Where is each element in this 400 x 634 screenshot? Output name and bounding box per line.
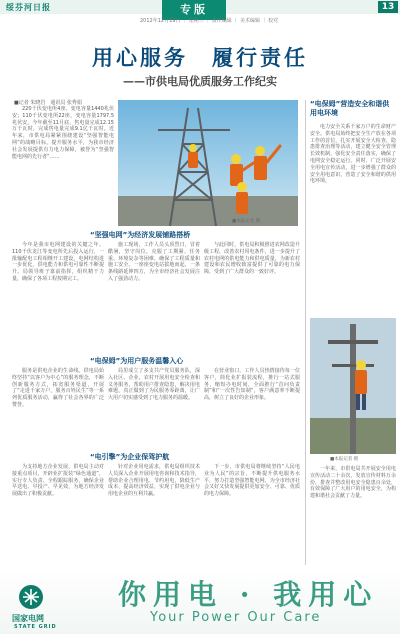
workers-on-pylon-image [118,100,298,226]
section1-col1: 今年是我市电网建设的关键之年。110千伏龙江等变电所先后投入运行，一批输配电工程相继开工建设，电网结构进一步优化，供电能力和供电可靠性不断提升。局领导班子靠前指挥，组织精干力量，确保了各项工程按期完工。 [12,242,104,282]
column-divider [305,100,306,565]
slogan-en: Your Power Our Care [150,610,322,625]
section3-col1: 为支持地方企业发展，供电局主动对接重点项目，开辟业扩报装“绿色通道”，实行专人负责、全程跟踪服务，确保企业早送电、早投产、早见效，为地方经济发展做出了积极贡献。 [12,464,104,498]
section-banner: 专版 [162,0,226,20]
logo-text-cn: 国家电网 [12,614,44,623]
photo-caption: ■本报记者 摄 [232,219,261,224]
slogan-cn: 你用电 · 我用心 [118,578,379,611]
section1-col2: 施工现场，工作人员头顶烈日，冒着酷暑，坚守岗位，克服了工期紧、任务重、环境复杂等困难，确保了工程质量和施工安全。一座座变电站拔地而起，一条条线路延伸四方，为全市经济社会发展注入了强劲动力。 [108,242,200,282]
subheadline: ——市供电局优质服务工作纪实 [123,75,277,88]
section-heading-1: “坚强电网”为经济发展铺路搭桥 [90,231,191,239]
state-grid-logo-icon [18,584,44,614]
section2-col1: 服务是供电企业的生命线。供电局始终坚持“以客户为中心”的服务理念，不断创新服务方式，拓宽服务渠道，开展了“走进千家万户，服务百姓民生”等一系列优质服务活动，赢得了社会各界的广泛赞誉。 [12,368,104,408]
section2-col2: 局里成立了多支共产党员服务队，深入社区、企业、农村开展用电安全检查和义务服务，帮助用户排查隐患，解决用电难题，真正做到了为民服务零距离，让广大用户切实感受到了电力服务的温暖。 [108,368,200,402]
side-photo-caption: ■本报记者 摄 [330,457,359,462]
worker-on-pole-image [310,318,396,454]
masthead-title: 绥芬河日报 [6,3,51,12]
side-section-heading: “电保姆”营造安全和谐供用电环境 [310,100,390,117]
side-column-text-2: 一年来，市供电局共开展安全用电宣传活动二十余次，发放宣传材料万余份，排查并整改用电安全隐患百余处，有效保障了广大用户的用电安全，为构建和谐社会贡献了力量。 [310,466,396,500]
section-heading-2: “电保姆”为用户服务温馨入心 [90,357,184,365]
main-photo [118,100,298,226]
section3-col2: 针对企业用电需求，供电局组织技术人员深入企业开展用电咨询和技术指导，帮助企业合理用电、节约用电，降低生产成本，提高经济效益，实现了供电企业与用电企业的互利共赢。 [108,464,200,498]
logo-text-en: STATE GRID [14,624,57,630]
lead-paragraph: 220千伏变电所4座、变电容量1440兆伏安；110千伏变电所22座，变电容量1797.5兆伏安。今年截至11月底，售电量完成12.15万千瓦时，完成售电量完成9.1亿千瓦时。近年来，市供电局紧紧围绕建设“坚强智能电网”的战略目标，提升服务水平，为我市经济社会发展提供有力电力保障，被誉为“坚强智能电网的先行者”…… [12,106,114,160]
byline: ■记者 朱晓岩 通讯员 张秀娟 [14,100,82,106]
section2-col3: 在营业窗口，工作人员热情接待每一位客户，简化业扩报装流程，推行一站式服务，缩短办电时间，全面推行“首问负责制”和“一次性告知制”，客户满意率不断提高，树立了良好的企业形象。 [204,368,300,402]
side-photo [310,318,396,454]
page-number: 13 [378,1,398,13]
section-heading-3: “电引擎”为企业保驾护航 [90,453,170,461]
issue-line: 2012年12月19日 ｜ 星期三 ｜ 责任编辑 ｜ 美术编辑 ｜ 校对 [140,18,279,24]
side-column-text: 电力安全关系千家万户的生命财产安全。供电局始终把安全生产放在各项工作的首位，扎实开展安全大检查、隐患排查治理等活动，建立健全安全管理长效机制，强化安全责任落实，确保了电网安全稳定运行。同时，广泛开展安全用电宣传活动，进一步增强了群众的安全用电意识，营造了安全和谐的供用电环境。 [310,124,396,185]
headline: 用心服务 履行责任 [92,46,308,70]
section1-col3: 与此同时，供电局积极推进农网改造升级工程，改善农村用电条件，进一步提升了农村电网的供电能力和供电质量，为新农村建设和农民增收致富提供了可靠的电力保障，受到了广大群众的一致好评。 [204,242,300,276]
section3-col3: 下一步，市供电局将继续坚持“人民电业为人民”的宗旨，不断提升供电服务水平，努力打造坚强智能电网，为全市经济社会又好又快发展提供更加安全、可靠、优质的电力保障。 [204,464,300,498]
